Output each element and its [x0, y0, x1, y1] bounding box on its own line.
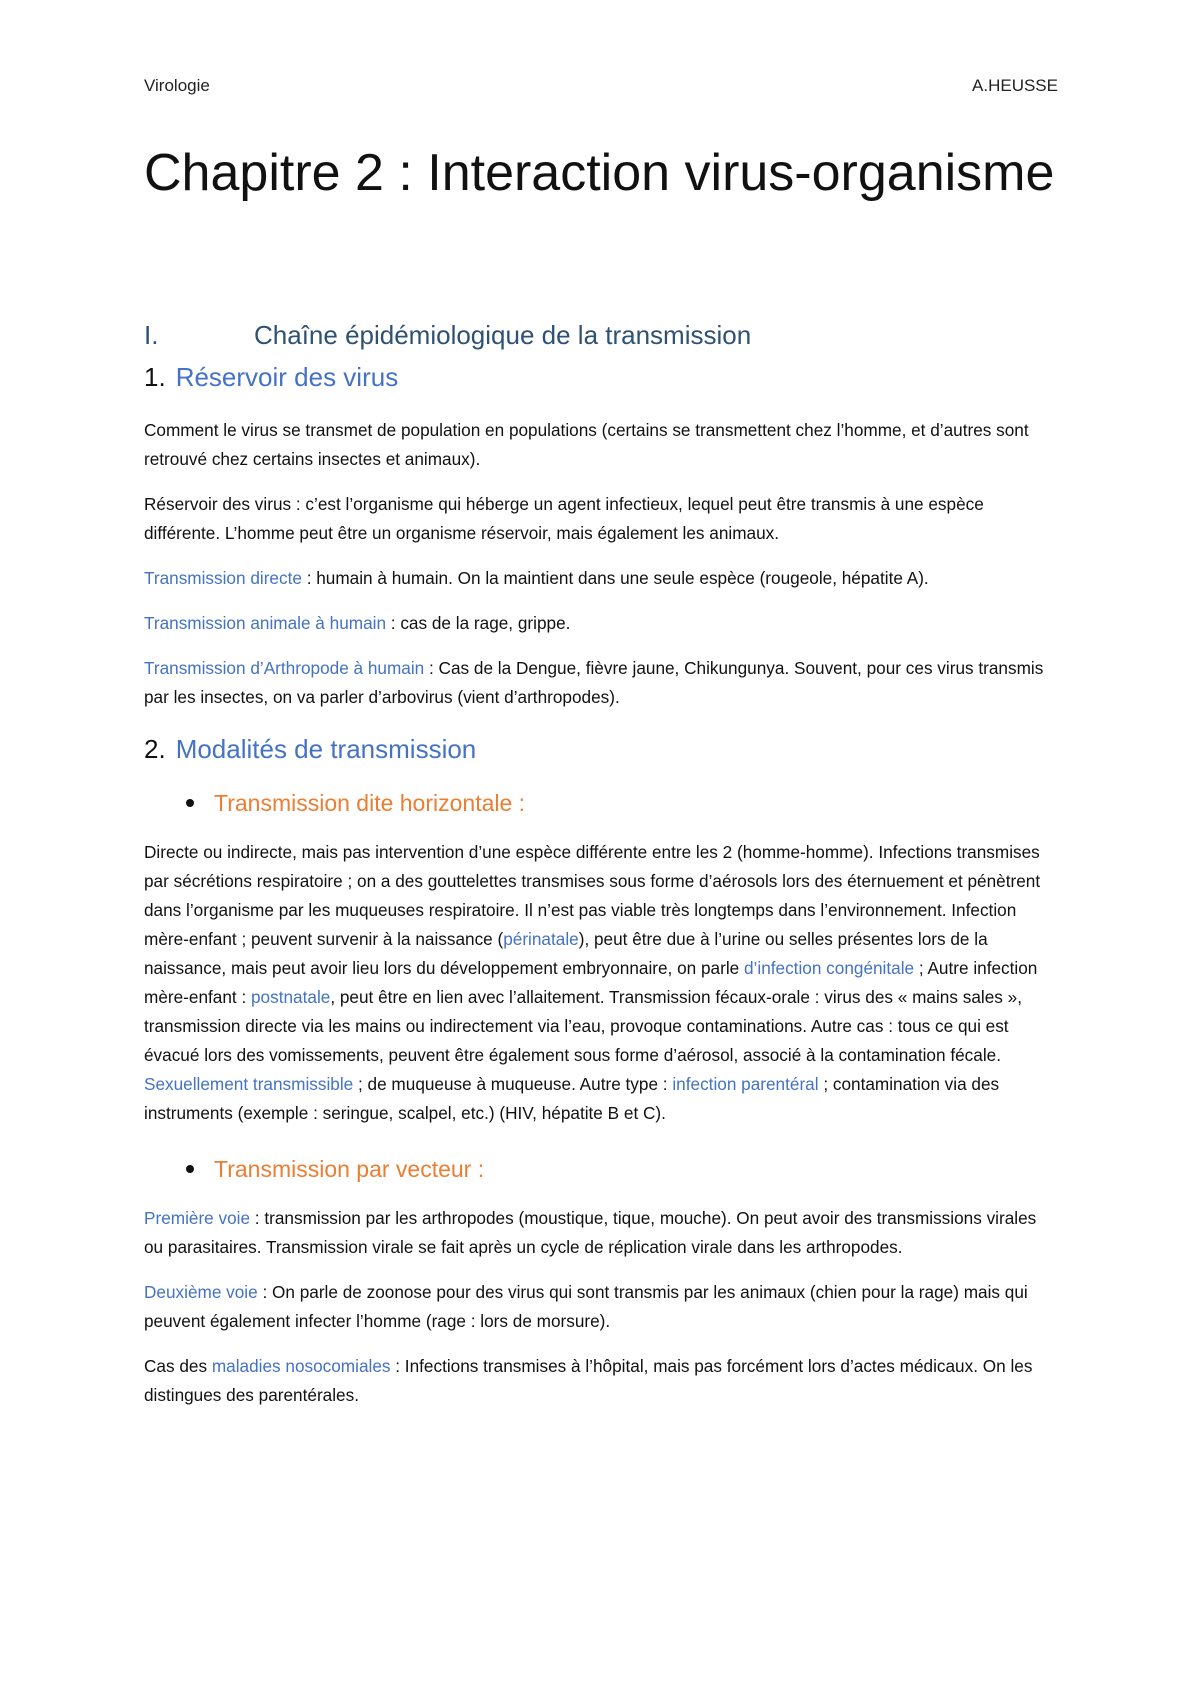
paragraph-text: ; contamination via des instruments (exemple : seringue, scalpel, etc.) (HIV, hépatite B et C).	[144, 1074, 1000, 1123]
section-title: Chaîne épidémiologique de la transmission	[254, 320, 752, 350]
paragraph-text: Directe ou indirecte, mais pas intervention d’une espèce différente entre les 2 (homme-homme). Infections transmises par sécrétions respiratoire ; on a des gouttelettes transmises sous forme d’aérosols lors des éternuement et pénètrent dans l’organisme par les muqueuses respiratoire. Il n’est pas viable très longtemps dans l’environnement. Infection mère-enfant ; peuvent survenir à la naissance (	[144, 842, 1041, 949]
subsection-number: 1.	[144, 362, 166, 392]
term-highlight: infection parentéral	[672, 1074, 819, 1094]
paragraph-text: : On parle de zoonose pour des virus qui sont transmis par les animaux (chien pour la rage) mais qui peuvent également infecter l’homme (rage : lors de morsure).	[144, 1282, 1028, 1331]
paragraph-text: : Cas de la Dengue, fièvre jaune, Chikungunya. Souvent, pour ces virus transmis par les insectes, on va parler d’arbovirus (vient d’arthropodes).	[144, 658, 1044, 707]
bullet-icon	[186, 799, 194, 807]
paragraph	[144, 838, 1058, 1128]
paragraph-text: ), peut être due à l’urine ou selles présentes lors de la naissance, mais peut avoir lieu lors du développement embryonnaire, on parle	[144, 929, 988, 978]
term-highlight: Première voie	[144, 1208, 251, 1228]
paragraph: Réservoir des virus : c’est l’organisme qui héberge un agent infectieux, lequel peut être transmis à une espèce différente. L’homme peut être un organisme réservoir, mais également les animaux.	[144, 494, 984, 543]
term-highlight: Transmission animale à humain	[144, 613, 387, 633]
bullet-heading-text: Transmission dite horizontale :	[214, 789, 526, 816]
term-highlight: Deuxième voie	[144, 1282, 258, 1302]
document-body	[144, 320, 1058, 1426]
term-highlight: d’infection congénitale	[744, 958, 915, 978]
paragraph-text: : cas de la rage, grippe.	[386, 613, 571, 633]
paragraph-text: : transmission par les arthropodes (moustique, tique, mouche). On peut avoir des transmissions virales ou parasitaires. Transmission virale se fait après un cycle de réplication virale dans les arthropodes.	[144, 1208, 1037, 1257]
subsection-title: Modalités de transmission	[175, 734, 477, 764]
subsection-heading-2	[144, 734, 1058, 768]
paragraph	[144, 1204, 1058, 1262]
term-highlight: périnatale	[503, 929, 579, 949]
paragraph: Comment le virus se transmet de population en populations (certains se transmettent chez l’homme, et d’autres sont retrouvé chez certains insectes et animaux).	[144, 420, 1029, 469]
term-highlight: maladies nosocomiales	[211, 1356, 391, 1376]
paragraph	[144, 609, 1058, 638]
paragraph-text: ; Autre infection mère-enfant :	[144, 958, 1038, 1007]
section-number: I.	[144, 320, 159, 350]
paragraph	[144, 1352, 1058, 1410]
bullet-heading-text: Transmission par vecteur :	[214, 1155, 485, 1182]
term-highlight: postnatale	[251, 987, 331, 1007]
subsection-title: Réservoir des virus	[175, 362, 399, 392]
subsection-heading-1	[144, 362, 1058, 396]
paragraph-text: : Infections transmises à l’hôpital, mais pas forcément lors d’actes médicaux. On les distingues des parentérales.	[144, 1356, 1033, 1405]
term-highlight: Transmission directe	[144, 568, 302, 588]
term-highlight: Transmission d’Arthropode à humain	[144, 658, 425, 678]
bullet-heading	[144, 1154, 1058, 1184]
paragraph-text: : humain à humain. On la maintient dans une seule espèce (rougeole, hépatite A).	[301, 568, 929, 588]
paragraph-text: , peut être en lien avec l’allaitement. Transmission fécaux-orale : virus des « mains sales », transmission directe via les mains ou indirectement via l’eau, provoque contaminations. Autre cas : tous ce qui est évacué lors des vomissements, peuvent être également sous forme d’aérosol, associé à la contamination fécale.	[144, 987, 1022, 1065]
paragraph-text: Cas des	[144, 1356, 212, 1376]
section-heading-1	[144, 320, 1058, 354]
header-author: A.HEUSSE	[972, 76, 1058, 95]
bullet-icon	[186, 1165, 194, 1173]
bullet-heading	[144, 788, 1058, 818]
paragraph	[144, 654, 1058, 712]
subsection-number: 2.	[144, 734, 166, 764]
term-highlight: Sexuellement transmissible	[144, 1074, 354, 1094]
paragraph	[144, 1278, 1058, 1336]
paragraph	[144, 564, 1058, 593]
header-subject: Virologie	[144, 76, 210, 95]
paragraph-text: ; de muqueuse à muqueuse. Autre type :	[353, 1074, 673, 1094]
chapter-title: Chapitre 2 : Interaction virus-organisme	[144, 144, 1055, 202]
